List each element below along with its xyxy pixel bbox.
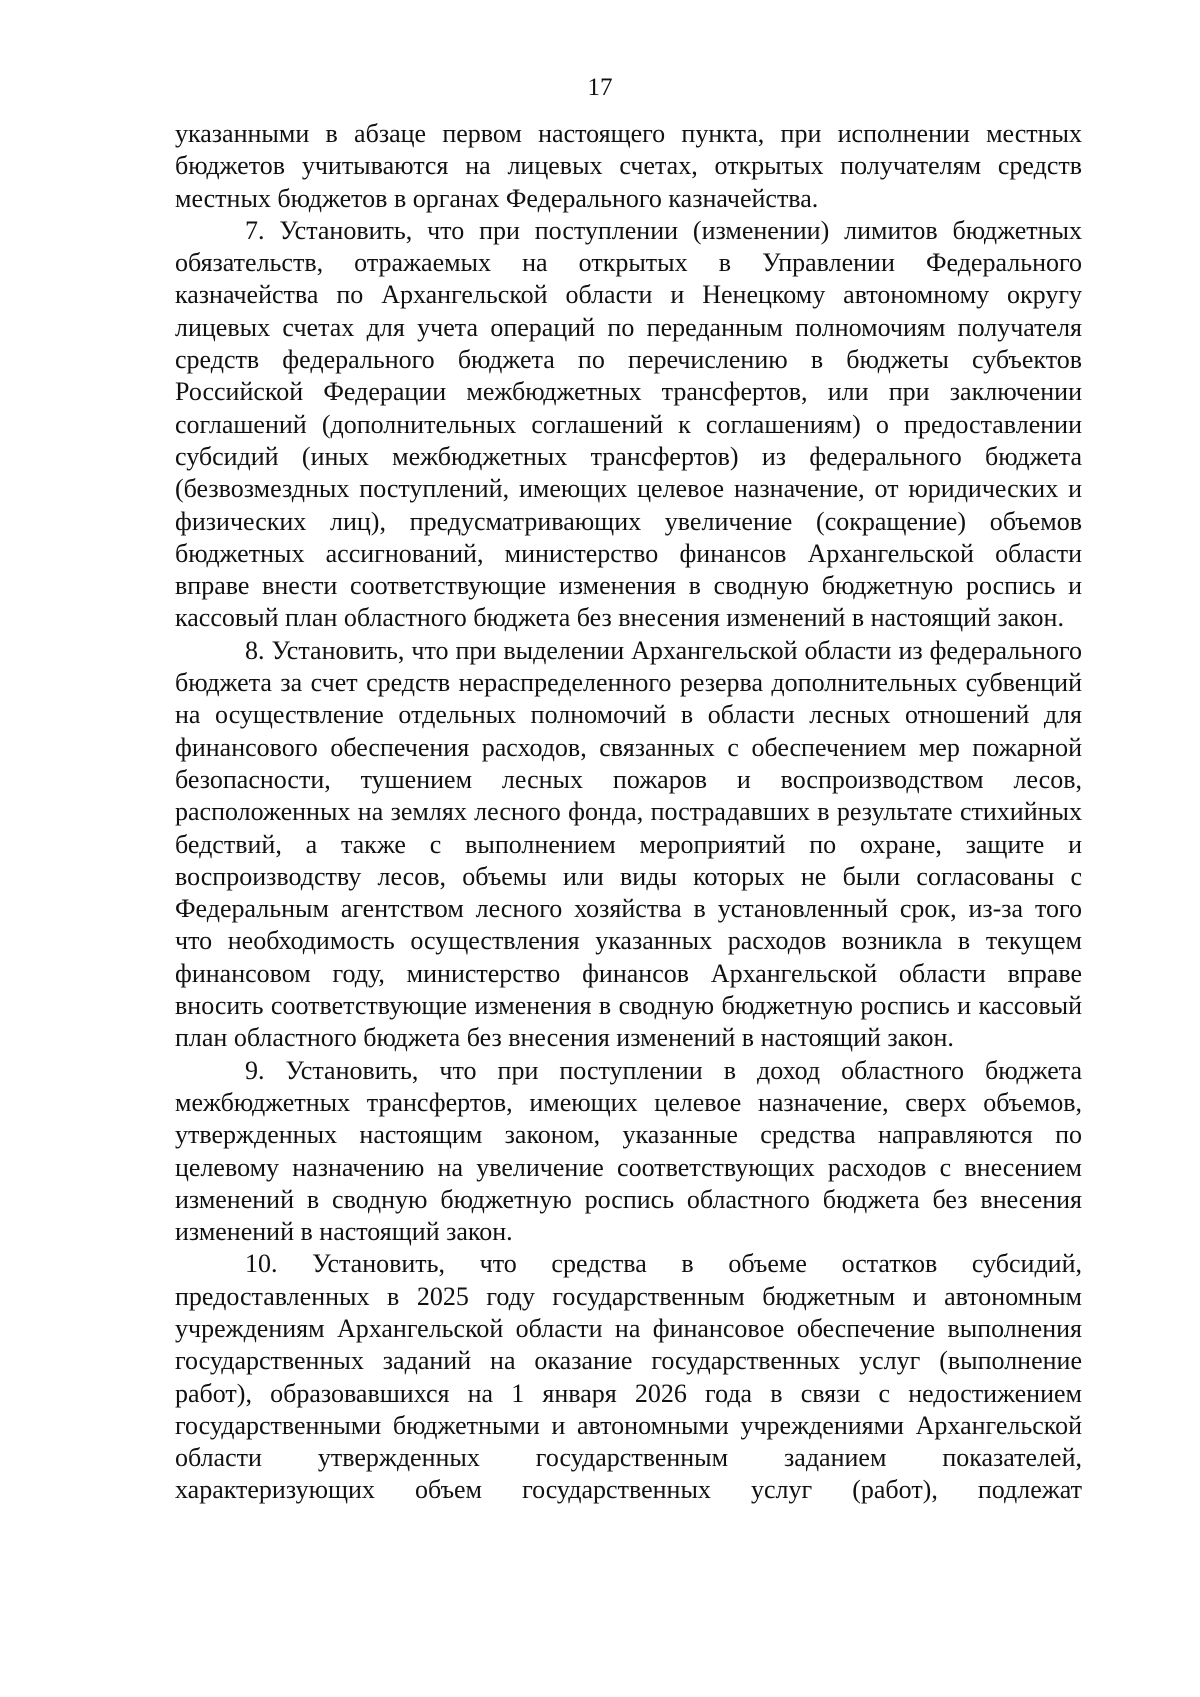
paragraph-item-9: 9. Установить, что при поступлении в доход областного бюджета межбюджетных трансфертов, имеющих целевое назначение, сверх объемов, утвержденных настоящим законом, указанные средства направляются по целевому назначению на увеличение соответствующих расходов с внесением изменений в сводную бюджетную роспись областного бюджета без внесения изменений в настоящий закон. [175,1055,1082,1247]
paragraph-item-7: 7. Установить, что при поступлении (изменении) лимитов бюджетных обязательств, отражаемых на открытых в Управлении Федерального казначейства по Архангельской области и Ненецкому автономному округу лицевых счетах для учета операций по переданным полномочиям получателя средств федерального бюджета по перечислению в бюджеты субъектов Российской Федерации межбюджетных трансфертов, или при заключении соглашений (дополнительных соглашений к соглашениям) о предоставлении субсидий (иных межбюджетных трансфертов) из федерального бюджета (безвозмездных поступлений, имеющих целевое назначение, от юридических и физических лиц), предусматривающих увеличение (сокращение) объемов бюджетных ассигнований, министерство финансов Архангельской области вправе внести соответствующие изменения в сводную бюджетную роспись и кассовый план областного бюджета без внесения изменений в настоящий закон. [175,215,1082,633]
paragraph-continued: указанными в абзаце первом настоящего пункта, при исполнении местных бюджетов учитываются на лицевых счетах, открытых получателям средств местных бюджетов в органах Федерального казначейства. [175,119,1082,213]
document-body [175,118,1082,1507]
page-number: 17 [587,74,613,101]
paragraph-item-8: 8. Установить, что при выделении Архангельской области из федерального бюджета за счет средств нераспределенного резерва дополнительных субвенций на осуществление отдельных полномочий в области лесных отношений для финансового обеспечения расходов, связанных с обеспечением мер пожарной безопасности, тушением лесных пожаров и воспроизводством лесов, расположенных на землях лесного фонда, пострадавших в результате стихийных бедствий, а также с выполнением мероприятий по охране, защите и воспроизводству лесов, объемы или виды которых не были согласованы с Федеральным агентством лесного хозяйства в установленный срок, из-за того что необходимость осуществления указанных расходов возникла в текущем финансовом году, министерство финансов Архангельской области вправе вносить соответствующие изменения в сводную бюджетную роспись и кассовый план областного бюджета без внесения изменений в настоящий закон. [175,635,1082,1053]
paragraph-item-10: 10. Установить, что средства в объеме остатков субсидий, предоставленных в 2025 году государственным бюджетным и автономным учреждениям Архангельской области на финансовое обеспечение выполнения государственных заданий на оказание государственных услуг (выполнение работ), образовавшихся на 1 января 2026 года в связи с недостижением государственными бюджетными и автономными учреждениями Архангельской области утвержденных государственным заданием показателей, характеризующих объем государственных услуг (работ), подлежат [175,1249,1082,1505]
